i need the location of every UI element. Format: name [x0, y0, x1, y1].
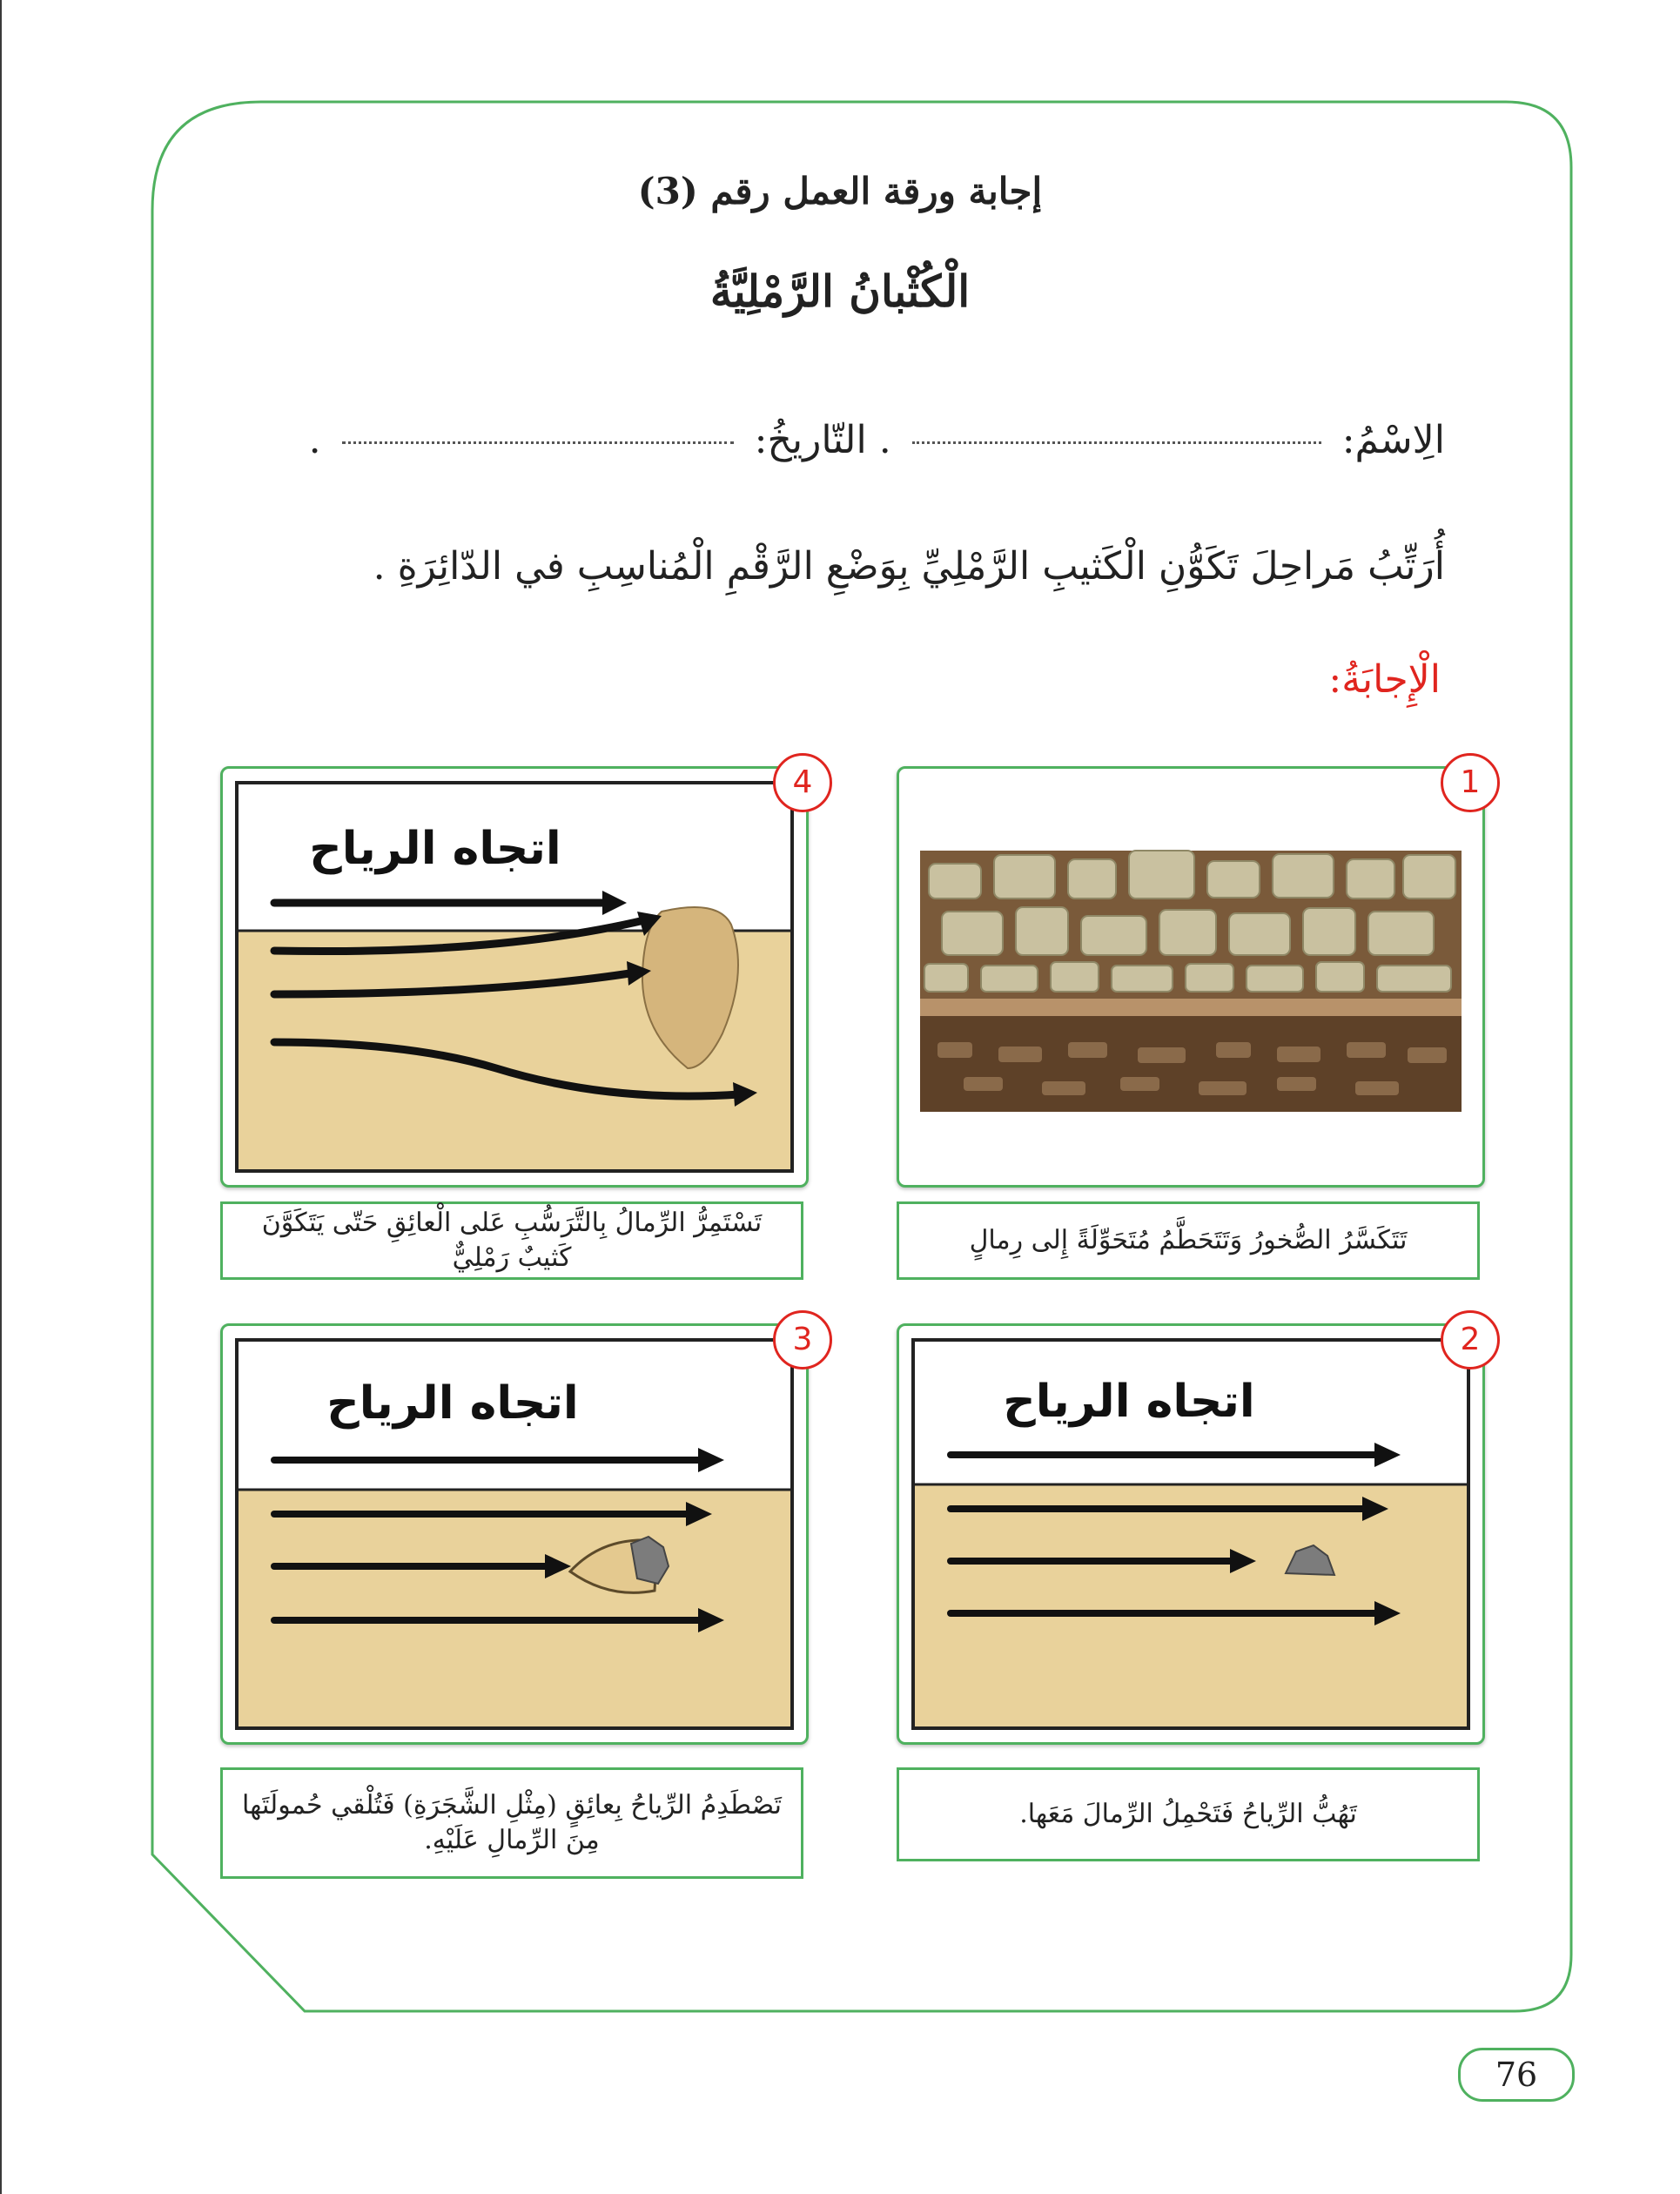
stage-card-obstacle [220, 1323, 809, 1745]
name-label: الِاسْمُ: [1341, 418, 1445, 462]
stage-card-rocks [897, 766, 1485, 1188]
wind-direction-label: اتجاه الرياح [1003, 1376, 1255, 1428]
answer-label: الْإِجابَةُ: [1328, 657, 1441, 702]
worksheet-title: إجابة ورقة العمل رقم (3) [637, 170, 1043, 212]
stage-card-dune [220, 766, 809, 1188]
stage-number-circle[interactable]: 4 [773, 753, 832, 812]
rock-layers-image [911, 781, 1470, 1173]
instruction-text: أُرَتِّبُ مَراحِلَ تَكَوُّنِ الْكَثيبِ الرَّمْلِيِّ بِوَضْعِ الرَّقْمِ الْمُناسِبِ في الدّائِرَةِ . [373, 544, 1445, 589]
wind-direction-label: اتجاه الرياح [326, 1377, 579, 1430]
wind-direction-label: اتجاه الرياح [309, 823, 561, 875]
stage-number-circle[interactable]: 2 [1441, 1310, 1500, 1370]
name-separator: . [878, 418, 891, 462]
obstacle-image [235, 1338, 794, 1730]
stage-card-wind [897, 1323, 1485, 1745]
stage-number-circle[interactable]: 1 [1441, 753, 1500, 812]
name-date-line [309, 418, 1445, 462]
stage-caption: تَصْطَدِمُ الرِّياحُ بِعائِقٍ (مِثْلِ الشَّجَرَةِ) فَتُلْقي حُمولَتَها مِنَ الرِّمالِ عَلَيْهِ. [220, 1767, 803, 1879]
name-field[interactable] [912, 441, 1321, 444]
wind-carry-image [911, 1338, 1470, 1730]
stage-caption: تَسْتَمِرُّ الرِّمالُ بِالتَّرَسُّبِ عَلى الْعائِقِ حَتّى يَتَكَوَّنَ كَثيبٌ رَمْلِيٌّ [220, 1201, 803, 1280]
stage-caption: تَهُبُّ الرِّياحُ فَتَحْمِلُ الرِّمالَ مَعَها. [897, 1767, 1480, 1861]
page-number: 76 [1458, 2048, 1575, 2102]
date-label: التّاريخُ: [754, 418, 867, 462]
date-separator: . [308, 418, 321, 462]
stage-caption: تَتَكَسَّرُ الصُّخورُ وَتَتَحَطَّمُ مُتَحَوِّلَةً إِلى رِمالٍ [897, 1201, 1480, 1280]
date-field[interactable] [342, 441, 734, 444]
dune-formed-image [235, 781, 794, 1173]
lesson-title: الْكُثْبانُ الرَّمْلِيَّةُ [709, 266, 971, 317]
stage-number-circle[interactable]: 3 [773, 1310, 832, 1370]
